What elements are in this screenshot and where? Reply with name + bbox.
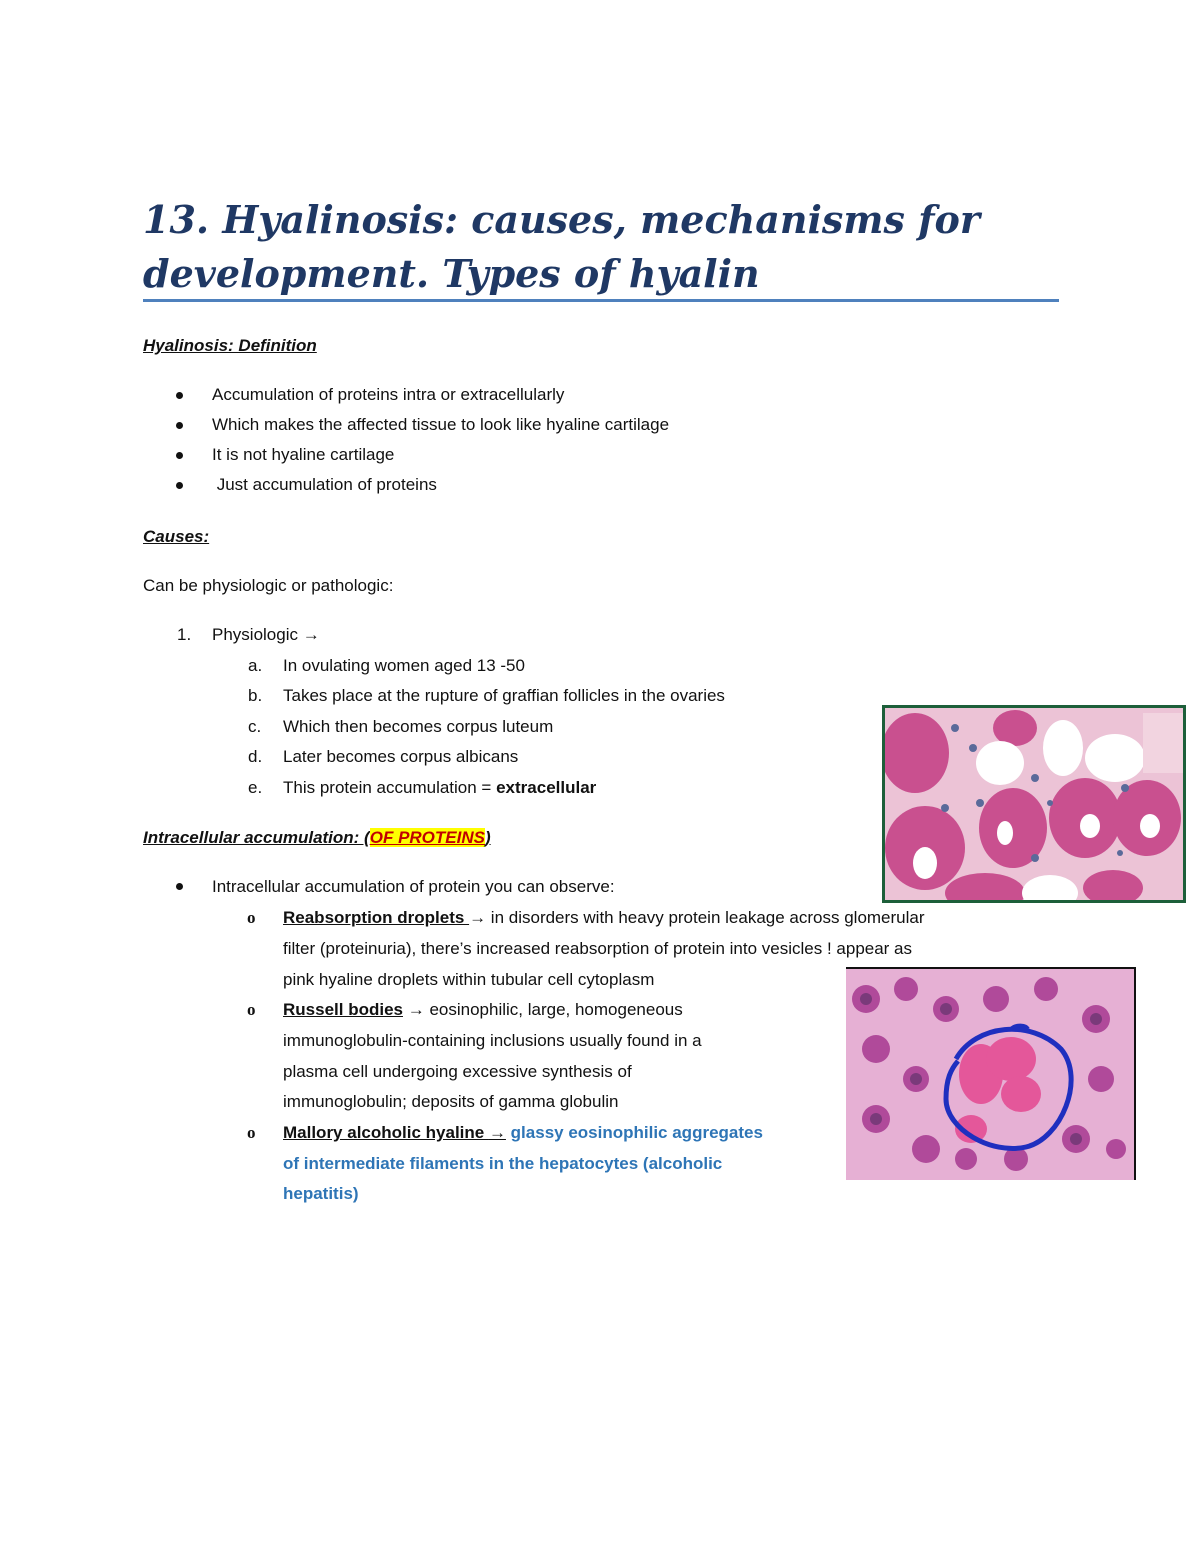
reabsorption-line-3: pink hyaline droplets within tubular cell cytoplasm: [283, 970, 655, 989]
russell-line-4: immunoglobulin; deposits of gamma globulin: [283, 1092, 619, 1111]
reabsorption-text-1: in disorders with heavy protein leakage across glomerular: [486, 908, 925, 927]
list-number-1: 1.: [177, 625, 192, 644]
sub-letter-a: a.: [248, 656, 263, 675]
definition-item-4: Just accumulation of proteins: [212, 475, 437, 494]
bullet-icon: [176, 452, 183, 459]
of-proteins-highlight: OF PROTEINS: [369, 828, 485, 847]
reabsorption-line-1: [283, 908, 925, 928]
reabsorption-line-2: filter (proteinuria), there’s increased reabsorption of protein into vesicles ! appear as: [283, 939, 913, 958]
russell-line-3: plasma cell undergoing excessive synthesis of: [283, 1062, 632, 1081]
sub-item-c: Which then becomes corpus luteum: [283, 717, 554, 736]
intracellular-heading-text: Intracellular accumulation: (: [143, 828, 370, 847]
mallory-text-1: glassy eosinophilic aggregates: [505, 1123, 763, 1142]
circle-marker-icon: o: [247, 1000, 256, 1019]
russell-bodies-drawing: [846, 969, 1134, 1180]
sub-item-e-text: This protein accumulation =: [283, 778, 497, 797]
title-underline-rule: [143, 299, 1059, 302]
reabsorption-term: Reabsorption droplets: [283, 908, 470, 927]
title-line-1: 13. Hyalinosis: causes, mechanisms for: [143, 197, 980, 242]
mallory-line-3: hepatitis): [283, 1184, 359, 1203]
russell-text-1: eosinophilic, large, homogeneous: [424, 1000, 683, 1019]
intracellular-heading-close: ): [484, 828, 491, 847]
mallory-term: Mallory alcoholic hyaline: [283, 1123, 489, 1142]
sub-letter-c: c.: [248, 717, 262, 736]
mallory-line-1: [283, 1123, 763, 1143]
physiologic-label: Physiologic →: [212, 625, 320, 644]
russell-term: Russell bodies: [283, 1000, 403, 1019]
sub-item-a: In ovulating women aged 13 -50: [283, 656, 525, 675]
kidney-histology-image: [882, 705, 1186, 903]
intracellular-bullet: Intracellular accumulation of protein you can observe:: [212, 877, 615, 896]
bullet-icon: [176, 482, 183, 489]
bullet-icon: [176, 392, 183, 399]
page-title: [143, 193, 1073, 301]
sub-letter-d: d.: [248, 747, 263, 766]
russell-line-1: [283, 1000, 683, 1020]
bullet-icon: [176, 422, 183, 429]
bullet-icon: [176, 883, 183, 890]
circle-marker-icon: o: [247, 1123, 256, 1142]
arrow-icon: →: [469, 908, 487, 927]
definition-item-1: Accumulation of proteins intra or extracellularly: [212, 385, 565, 404]
sub-letter-b: b.: [248, 686, 263, 705]
arrow-icon: →: [402, 1000, 425, 1019]
sub-item-b: Takes place at the rupture of graffian follicles in the ovaries: [283, 686, 725, 705]
causes-intro: Can be physiologic or pathologic:: [143, 576, 394, 595]
causes-heading: Causes:: [143, 527, 210, 546]
kidney-histology-drawing: [885, 708, 1183, 900]
russell-bodies-histology-image: [846, 967, 1136, 1180]
arrow-icon: →: [488, 1123, 506, 1142]
title-line-2: development. Types of hyalin: [143, 251, 760, 296]
mallory-line-2: of intermediate filaments in the hepatocytes (alcoholic: [283, 1154, 723, 1173]
sub-item-e-bold: extracellular: [496, 778, 597, 797]
circle-marker-icon: o: [247, 908, 256, 927]
definition-item-3: It is not hyaline cartilage: [212, 445, 395, 464]
sub-letter-e: e.: [248, 778, 263, 797]
definition-heading: Hyalinosis: Definition: [143, 336, 317, 355]
russell-line-2: immunoglobulin-containing inclusions usually found in a: [283, 1031, 702, 1050]
sub-item-e: [283, 778, 596, 798]
definition-item-2: Which makes the affected tissue to look like hyaline cartilage: [212, 415, 670, 434]
intracellular-heading: [143, 828, 491, 848]
sub-item-d: Later becomes corpus albicans: [283, 747, 519, 766]
